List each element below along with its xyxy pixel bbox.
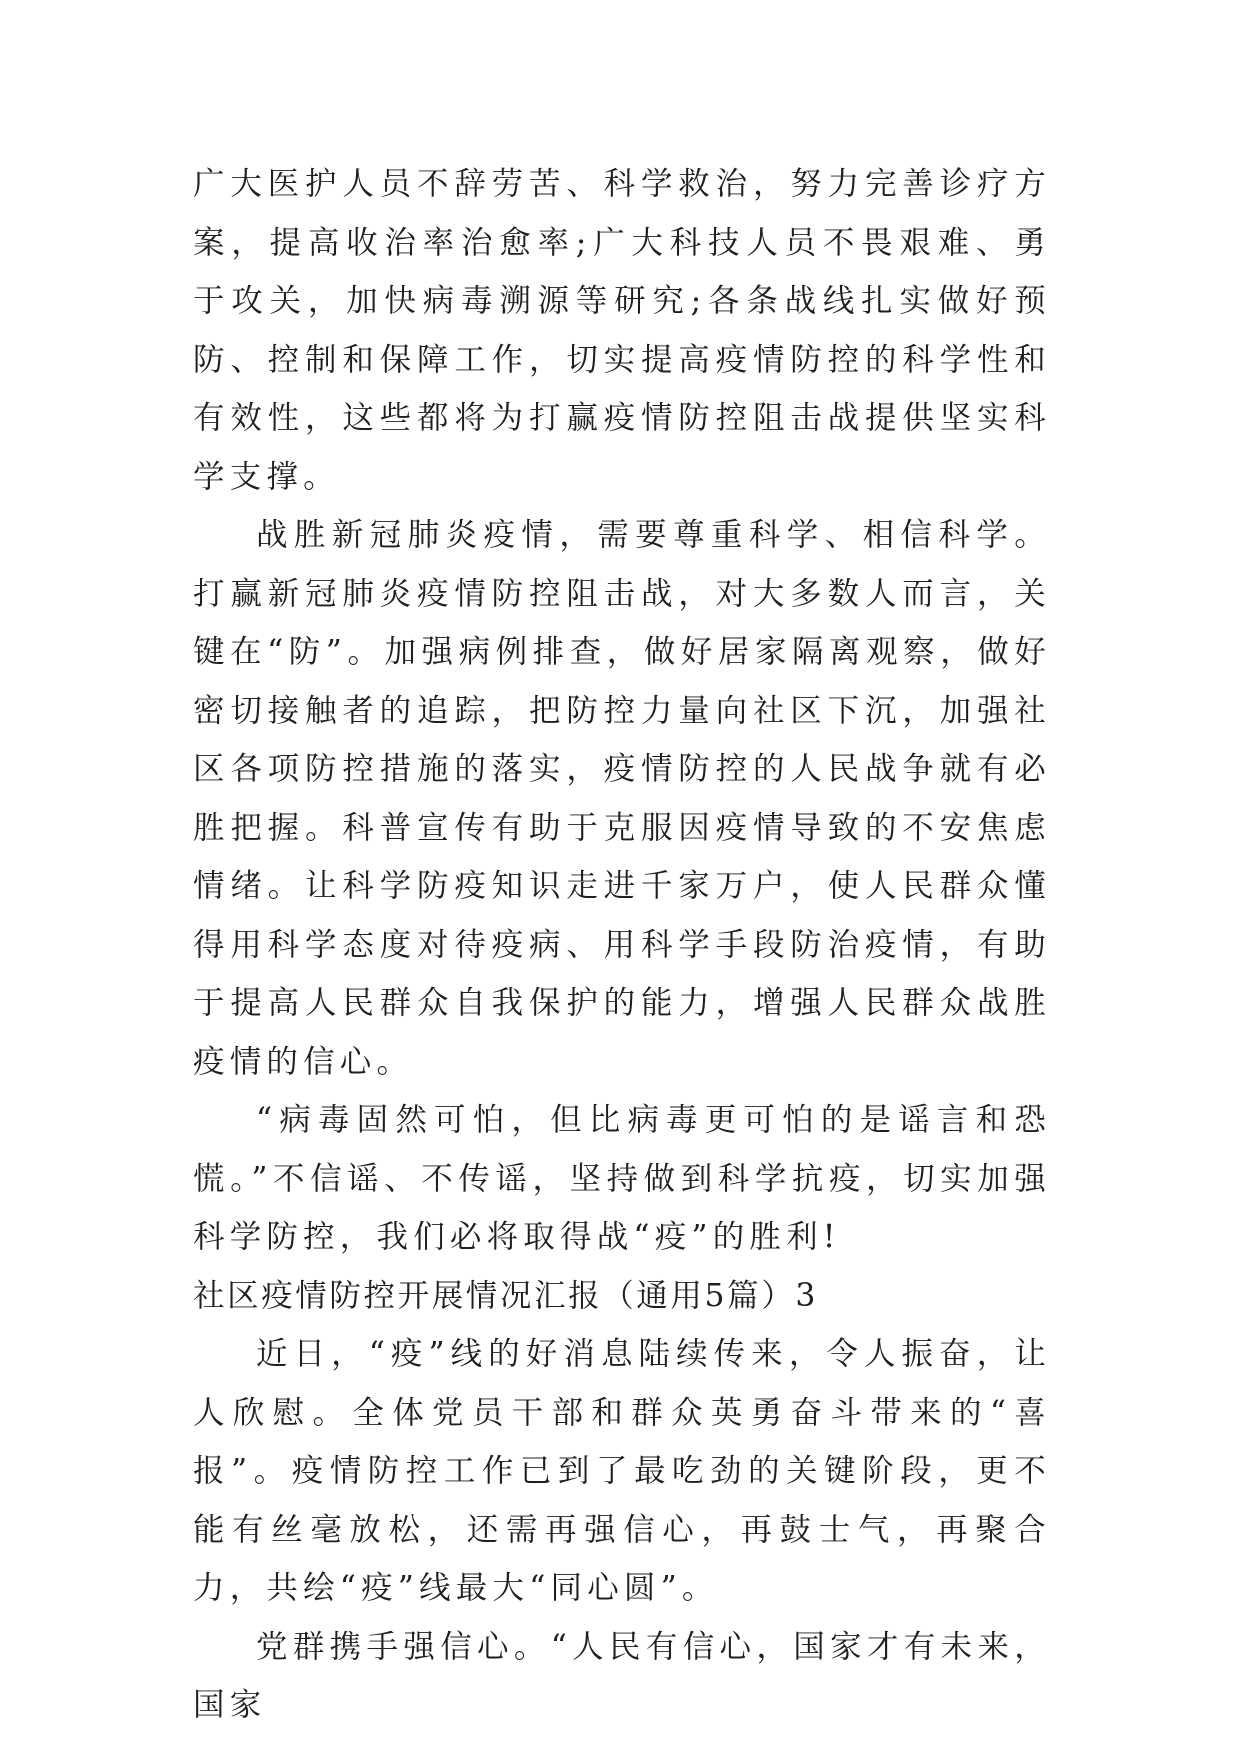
document-body — [193, 155, 1051, 1735]
paragraph-continuation: 广大医护人员不辞劳苦、科学救治，努力完善诊疗方案，提高收治率治愈率;广大科技人员不畏艰难、勇于攻关，加快病毒溯源等研究;各条战线扎实做好预防、控制和保障工作，切实提高疫情防控的科学性和有效性，这些都将为打赢疫情防控阻击战提供坚实科学支撑。 — [193, 166, 1051, 495]
paragraph-good-news: 近日，“疫”线的好消息陆续传来，令人振奋，让人欣慰。全体党员干部和群众英勇奋斗带来的“喜报”。疫情防控工作已到了最吃劲的关键阶段，更不能有丝毫放松，还需再强信心，再鼓士气，再聚合力，共绘“疫”线最大“同心圆”。 — [193, 1336, 1051, 1606]
paragraph-fight-epidemic-science: 战胜新冠肺炎疫情，需要尊重科学、相信科学。打赢新冠肺炎疫情防控阻击战，对大多数人而言，关键在“防”。加强病例排查，做好居家隔离观察，做好密切接触者的追踪，把防控力量向社区下沉，加强社区各项防控措施的落实，疫情防控的人民战争就有必胜把握。科普宣传有助于克服因疫情导致的不安焦虑情绪。让科学防疫知识走进千家万户，使人民群众懂得用科学态度对待疫病、用科学手段防治疫情，有助于提高人民群众自我保护的能力，增强人民群众战胜疫情的信心。 — [193, 517, 1051, 1080]
section-heading: 社区疫情防控开展情况汇报（通用5篇）3 — [193, 1277, 818, 1314]
paragraph-rumor-warning: “病毒固然可怕，但比病毒更可怕的是谣言和恐慌。”不信谣、不传谣，坚持做到科学抗疫，切实加强科学防控，我们必将取得战“疫”的胜利! — [193, 1102, 1051, 1255]
paragraph-party-masses: 党群携手强信心。“人民有信心，国家才有未来，国家 — [193, 1628, 1051, 1723]
